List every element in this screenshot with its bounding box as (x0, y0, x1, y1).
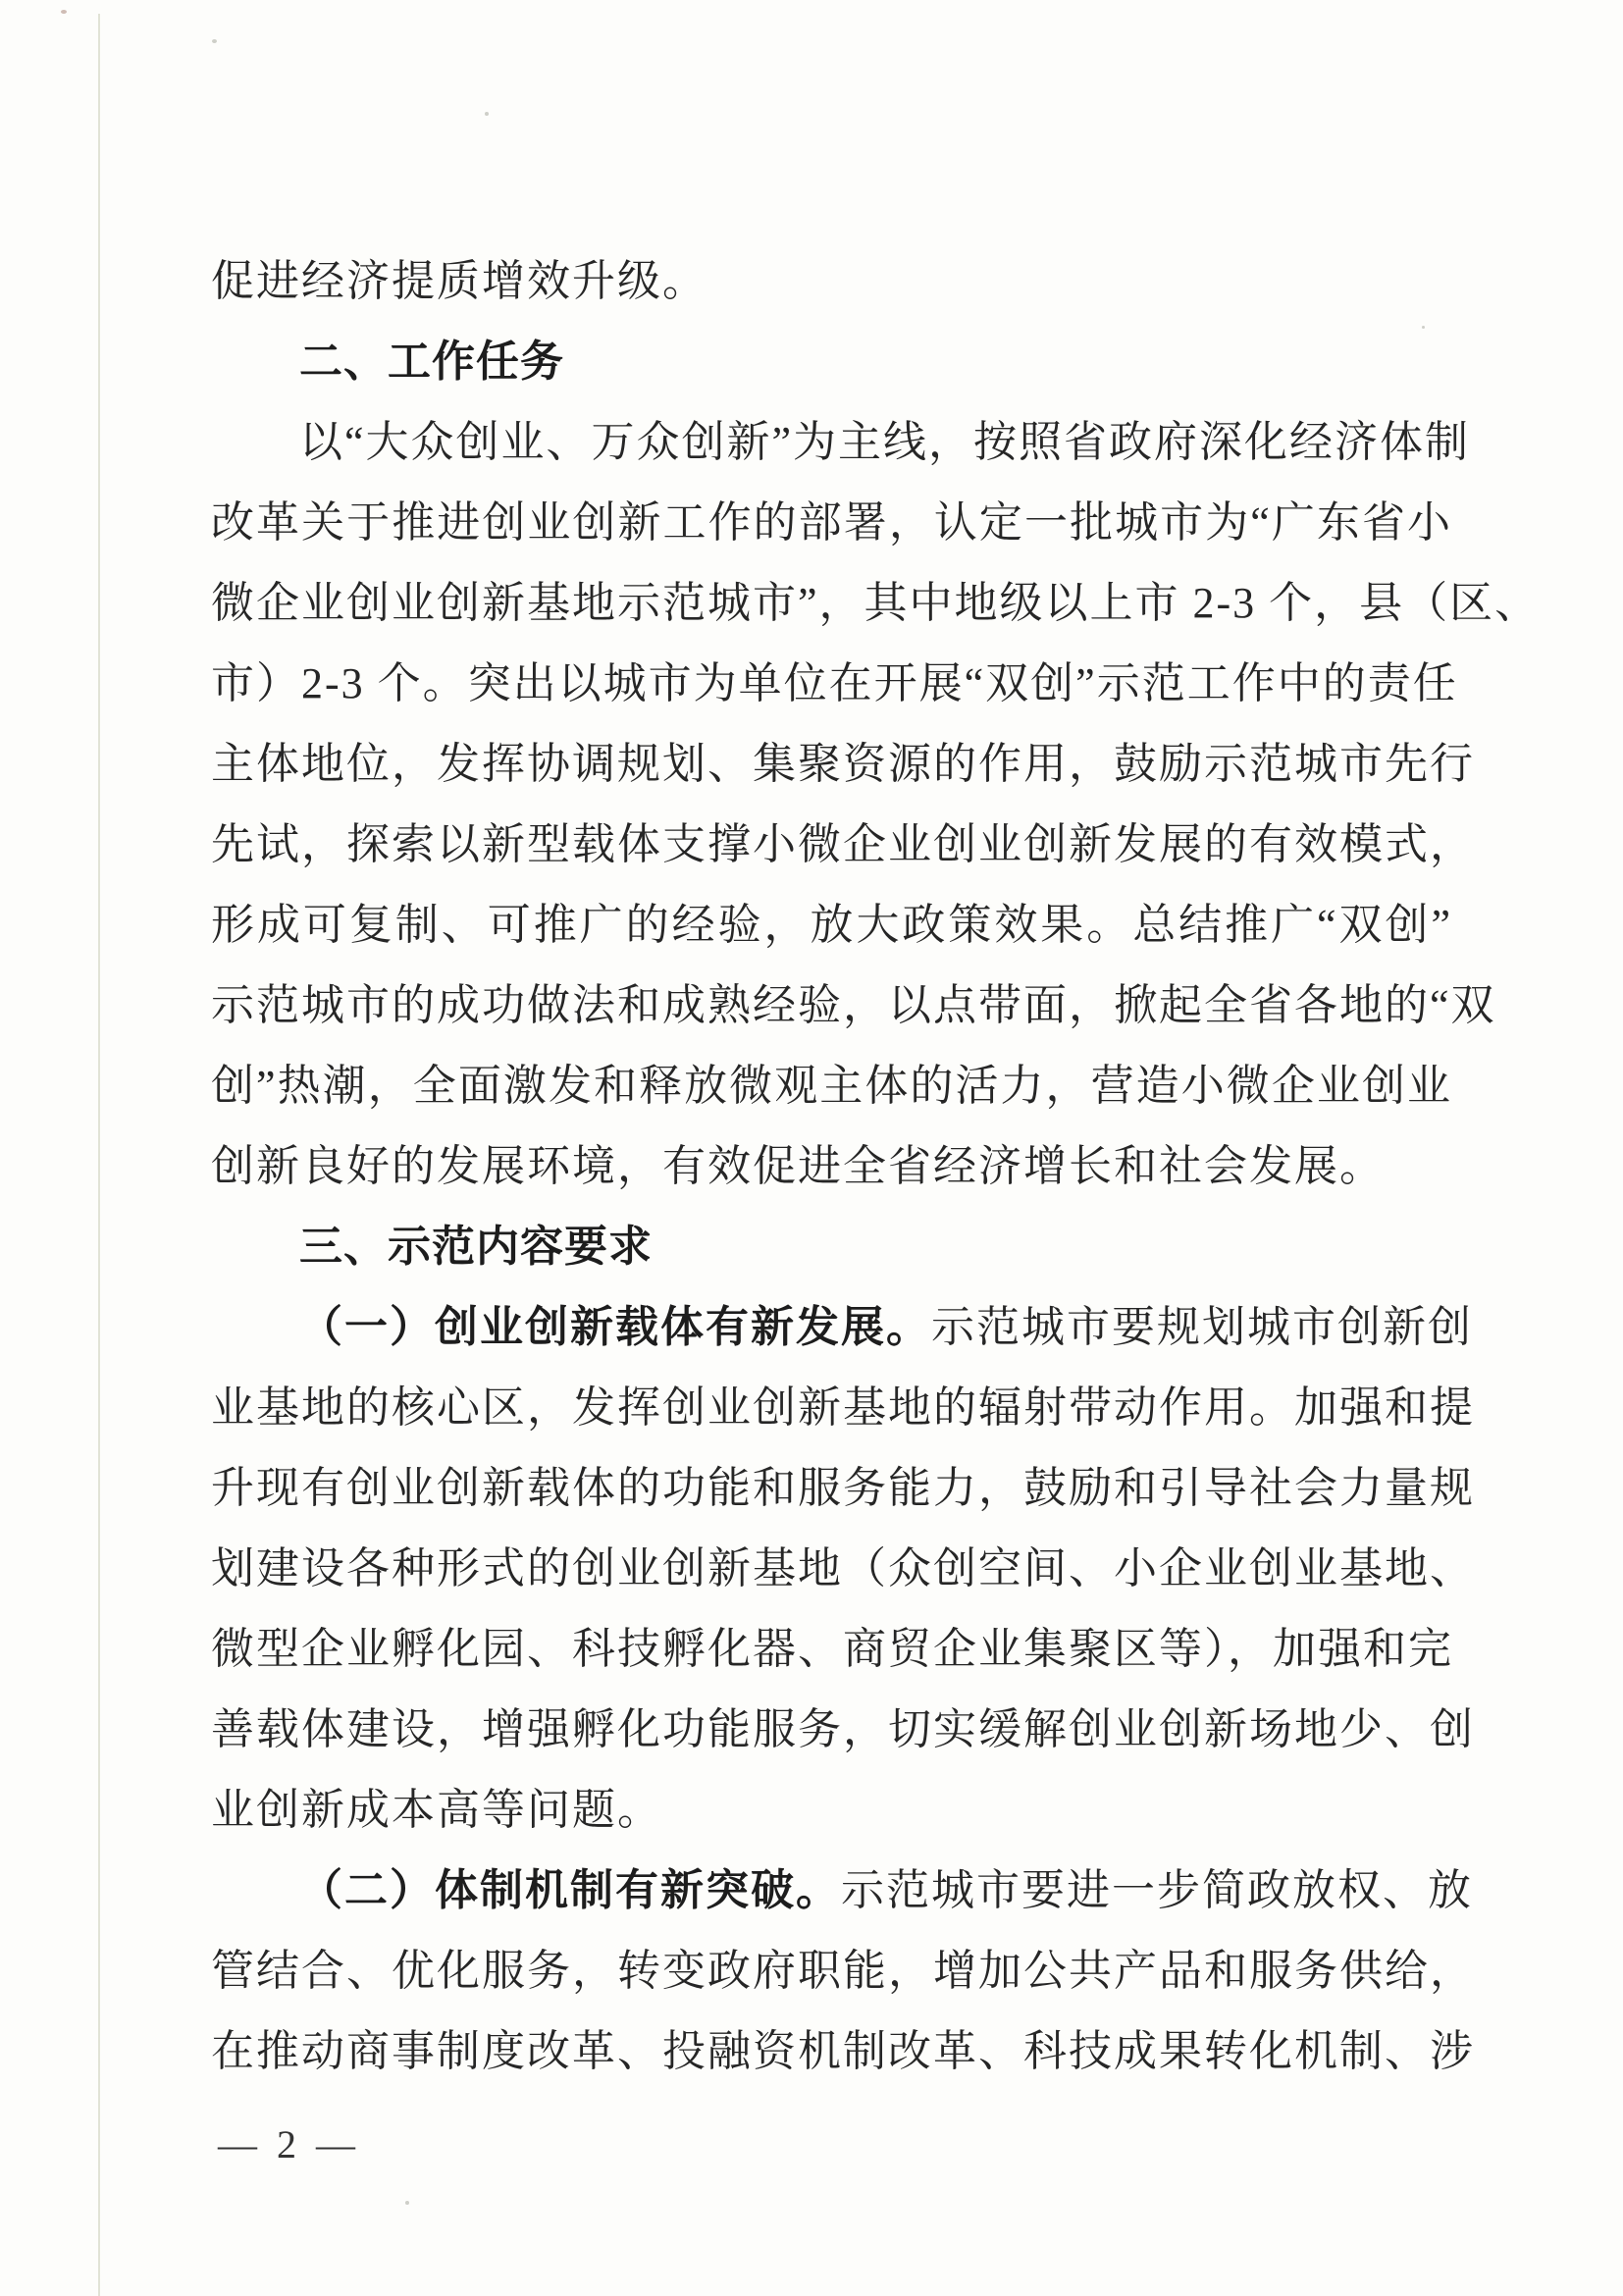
text-segment: 改革关于推进创业创新工作的部署，认定一批城市为“广东省小 (211, 498, 1452, 547)
page-number: — 2 — (218, 2122, 360, 2166)
scan-edge-line (98, 14, 100, 2296)
document-text-line (211, 1368, 1475, 1448)
document-text-line (211, 1046, 1452, 1126)
text-segment: 创”热潮，全面激发和释放微观主体的活力，营造小微企业创业 (211, 1062, 1452, 1110)
scan-speck (485, 112, 489, 116)
text-segment: 示范城市的成功做法和成熟经验，以点带面，掀起全省各地的“双 (211, 981, 1496, 1029)
text-segment: 业创新成本高等问题。 (211, 1786, 662, 1834)
text-segment: 管结合、优化服务，转变政府职能，增加公共产品和服务供给， (211, 1947, 1475, 1995)
document-text-line (211, 1609, 1452, 1690)
section-heading (211, 322, 1452, 402)
document-text-line (211, 644, 1458, 724)
document-text-line (211, 1770, 1452, 1851)
document-text-line (211, 1287, 1473, 1368)
section-heading (211, 1207, 1452, 1287)
document-text-line (211, 1851, 1473, 1931)
text-segment: 划建设各种形式的创业创新基地（众创空间、小企业创业基地、 (211, 1544, 1475, 1592)
text-segment: 微型企业孵化园、科技孵化器、商贸企业集聚区等），加强和完 (211, 1625, 1453, 1673)
document-text-line (211, 402, 1471, 483)
document-text-line (211, 563, 1541, 644)
scan-speck (405, 2201, 409, 2205)
text-segment: 先试，探索以新型载体支撑小微企业创业创新发展的有效模式， (211, 820, 1475, 868)
text-segment: 市）2-3 个。突出以城市为单位在开展“双创”示范工作中的责任 (211, 659, 1458, 707)
document-text-line (211, 1690, 1475, 1770)
text-segment: 善载体建设，增强孵化功能服务，切实缓解创业创新场地少、创 (211, 1705, 1475, 1753)
text-segment: 在推动商事制度改革、投融资机制改革、科技成果转化机制、涉 (211, 2027, 1475, 2075)
document-text-line (211, 1126, 1452, 1207)
text-segment: 升现有创业创新载体的功能和服务能力，鼓励和引导社会力量规 (211, 1464, 1475, 1512)
document-text-line (211, 1529, 1475, 1609)
document-text-line (211, 1931, 1475, 2011)
bold-text-segment: 三、示范内容要求 (299, 1223, 653, 1271)
document-text-line (211, 885, 1452, 965)
document-text-line (211, 2011, 1475, 2092)
document-text-line (211, 965, 1496, 1046)
bold-text-segment: （二）体制机制有新突破。 (299, 1866, 841, 1914)
document-text-line (211, 724, 1475, 805)
text-segment: 促进经济提质增效升级。 (211, 257, 707, 305)
text-segment: 示范城市要进一步简政放权、放 (841, 1866, 1473, 1914)
text-segment: 以“大众创业、万众创新”为主线，按照省政府深化经济体制 (299, 418, 1471, 466)
document-text-line (211, 241, 1452, 322)
document-text-line (211, 483, 1452, 563)
text-segment: 形成可复制、可推广的经验，放大政策效果。总结推广“双创” (211, 901, 1452, 949)
document-text-line (211, 805, 1475, 885)
text-segment: 创新良好的发展环境，有效促进全省经济增长和社会发展。 (211, 1142, 1385, 1190)
text-block (211, 241, 1541, 2092)
scan-speck (61, 10, 67, 14)
bold-text-segment: （一）创业创新载体有新发展。 (299, 1303, 931, 1351)
bold-text-segment: 二、工作任务 (299, 338, 564, 386)
text-segment: 主体地位，发挥协调规划、集聚资源的作用，鼓励示范城市先行 (211, 740, 1475, 788)
document-text-line (211, 1448, 1475, 1529)
text-segment: 微企业创业创新基地示范城市”，其中地级以上市 2-3 个，县（区、 (211, 579, 1541, 627)
text-segment: 业基地的核心区，发挥创业创新基地的辐射带动作用。加强和提 (211, 1383, 1475, 1432)
scan-speck (212, 39, 217, 43)
text-segment: 示范城市要规划城市创新创 (931, 1303, 1473, 1351)
